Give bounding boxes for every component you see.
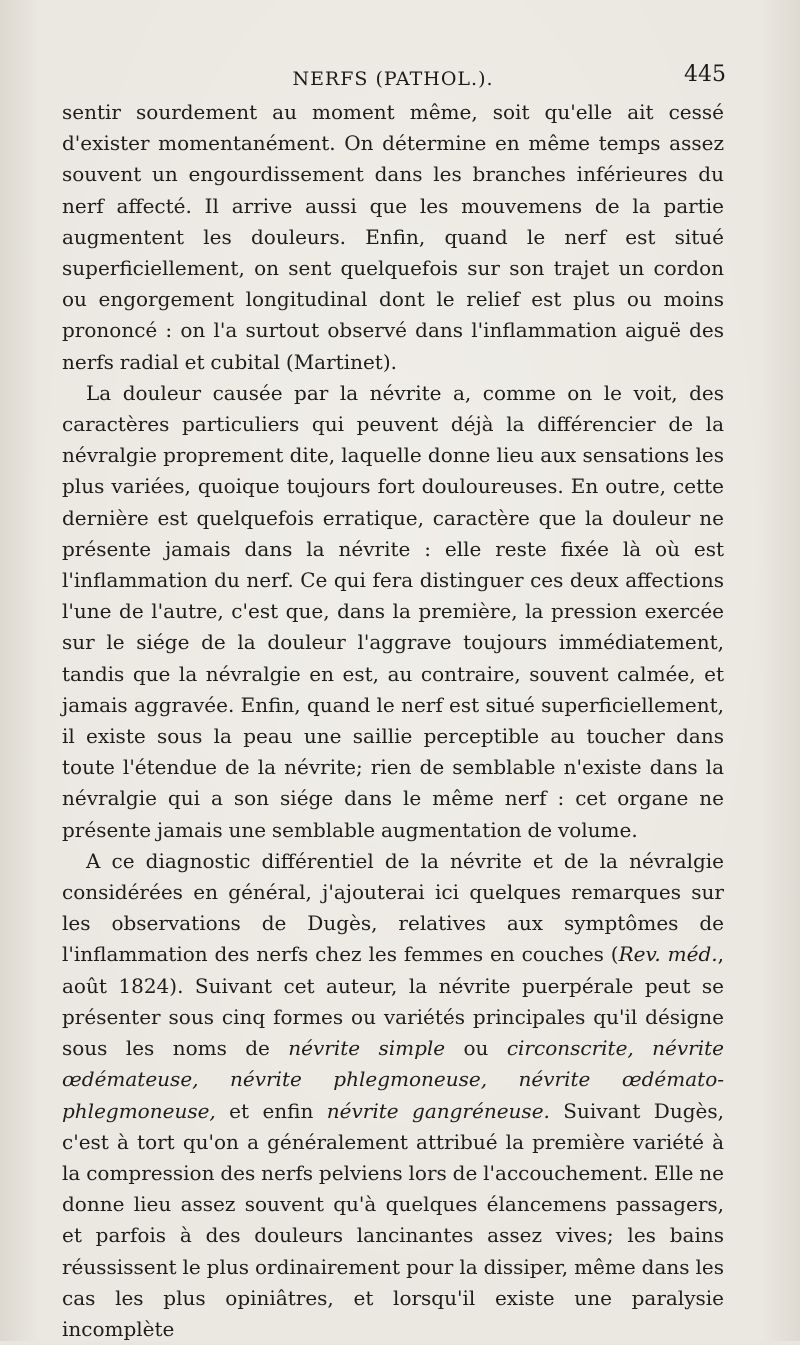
paragraph-3-join-1: ou — [445, 1036, 507, 1061]
term-variants: circonscrite, névrite œdémateuse, névrite phlegmoneuse, névrite œdémato-phlegmoneuse, — [62, 1036, 724, 1123]
page-number: 445 — [684, 62, 726, 87]
paragraph-3-text-b: , août 1824). Suivant cet auteur, la névrite puerpérale peut se présenter sous cinq formes ou variétés principales qu'il désigne sous les noms de — [62, 942, 724, 1061]
term-nevrite-gangreneuse: névrite gangréneuse. — [326, 1098, 550, 1123]
paragraph-1: sentir sourdement au moment même, soit qu'elle ait cessé d'exister momentanément. On détermine en même temps assez souvent un engourdissement dans les branches inférieures du nerf affecté. Il arrive aussi que les mouvemens de la partie augmentent les douleurs. Enfin, quand le nerf est situé superficiellement, on sent quelquefois sur son trajet un cordon ou engorgement longitudinal dont le relief est plus ou moins prononcé : on l'a surtout observé dans l'inflammation aiguë des nerfs radial et cubital (Martinet). — [62, 100, 724, 374]
paragraph-3-join-2: et enfin — [215, 1098, 327, 1123]
paragraph-2: La douleur causée par la névrite a, comme on le voit, des caractères particuliers qui peuvent déjà la différencier de la névralgie proprement dite, laquelle donne lieu aux sensations les plus variées, quoique toujours fort douloureuses. En outre, cette dernière est quelquefois erratique, caractère que la douleur ne présente jamais dans la névrite : elle reste fixée là où est l'inflammation du nerf. Ce qui fera distinguer ces deux affections l'une de l'autre, c'est que, dans la première, la pression exercée sur le siége de la douleur l'aggrave toujours immédiatement, tandis que la névralgie en est, au contraire, souvent calmée, et jamais aggravée. Enfin, quand le nerf est situé superficiellement, il existe sous la peau une saillie perceptible au toucher dans toute l'étendue de la névrite; rien de semblable n'existe dans la névralgie qui a son siége dans le même nerf : cet organe ne présente jamais une semblable augmentation de volume. — [62, 380, 724, 842]
journal-reference: Rev. méd. — [618, 942, 718, 967]
page-header — [60, 60, 726, 94]
paragraph-3 — [62, 846, 724, 1345]
body-text — [62, 97, 724, 1345]
paragraph-3-text-a: A ce diagnostic différentiel de la névrite et de la névralgie considérées en général, j'ajouterai ici quelques remarques sur les observations de Dugès, relatives aux symptômes de l'inflammation des nerfs chez les femmes en couches ( — [62, 848, 724, 967]
running-title: NERFS (PATHOL.). — [292, 68, 494, 90]
term-nevrite-simple: névrite simple — [288, 1036, 446, 1061]
paragraph-3-text-c: Suivant Dugès, c'est à tort qu'on a généralement attribué la première variété à la compression des nerfs pelviens lors de l'accouchement. Elle ne donne lieu assez souvent qu'à quelques élancemens passagers, et parfois à des douleurs lancinantes assez vives; les bains réussissent le plus ordinairement pour la dissiper, même dans les cas les plus opiniâtres, et lorsqu'il existe une paralysie incomplète — [62, 1098, 724, 1341]
